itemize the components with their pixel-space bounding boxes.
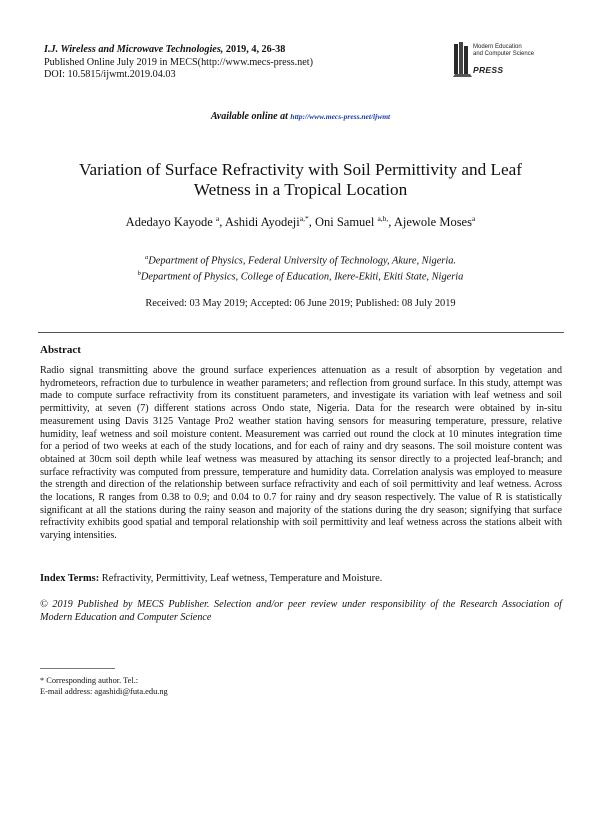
affiliation-text: Department of Physics, College of Education, Ikere-Ekiti, Ekiti State, Nigeria — [140, 271, 464, 283]
available-online — [0, 111, 601, 122]
journal-name: I.J. Wireless and Microwave Technologies, — [44, 44, 224, 55]
book-stack-icon — [452, 40, 474, 80]
author: Ajewole Moses — [393, 215, 472, 230]
author-list: Adedayo Kayode $^a$, Ashidi Ayodeji$^{a,*}$, Oni Samuel $^{a,b,}$, Ajewole Moses$^a$ — [125, 214, 476, 230]
affiliation-sup: a — [144, 254, 149, 261]
abstract-body: Radio signal transmitting above the ground surface experiences attenuation as a result of absorption by vegetation and hydrometeors, refraction due to turbulence in weather parameters; and reflection from ground surface. In this study, attempt was made to compute surface refractivity from its constituent parameters, and investigate its variation with leaf wetness and soil permittivity, at seven (7) different stations across Ondo state, Nigeria. Data for the research were obtained by in-situ measurement using Davis 3125 Vantage Pro2 weather station having sensors for measuring temperature, pressure, relative humidity, leaf wetness and soil moisture content. Measurement was carried out round the clock at 10 minutes integration time for a period of two weeks at each of the study locations, and for each of rainy and dry seasons. The soil moisture content was obtained at 30cm soil depth while leaf wetness was measured by attaching its sensor directly to a projected leaf-branch; and surface refractivity was computed from pressure, temperature and humidity data. Correlation analysis was employed to measure the strength and direction of the relationship between surface refractivity and each of soil permittivity and leaf wetness. Across the locations, R ranges from 0.38 to 0.9; and 0.04 to 0.7 for rainy and dry season respectively. The value of R is statistically significant at all the stations during the rainy season and majority of the stations during the dry season; signifying that surface refractivity exhibits good spatial and temporal relationship with soil permittivity and leaf wetness across the stations albeit with varying intensities. — [40, 365, 562, 542]
publisher-logo — [452, 36, 562, 88]
email-address: E-mail address: agashidi@futa.edu.ng — [40, 686, 168, 696]
publisher-line-2: and Computer Science — [473, 50, 535, 57]
journal-url-link[interactable]: http://www.mecs-press.net/ijwmt — [290, 112, 391, 121]
publisher-press: PRESS — [473, 65, 504, 75]
affiliation-sup: b — [137, 270, 141, 278]
author-sup: a — [471, 214, 476, 223]
affiliation-text: Department of Physics, Federal University of Technology, Akure, Nigeria. — [148, 255, 457, 267]
publisher-line-1: Modern Education — [473, 44, 522, 50]
author-sup: a,* — [299, 214, 309, 223]
journal-citation — [44, 44, 313, 57]
index-terms-text: Refractivity, Permittivity, Leaf wetness, Temperature and Moisture. — [99, 573, 383, 584]
journal-issue: 2019, 4, 26-38 — [223, 44, 286, 55]
abstract-heading: Abstract — [40, 344, 81, 356]
affiliation — [0, 267, 601, 283]
footnote-divider — [40, 668, 115, 669]
index-terms-label: Index Terms: — [40, 573, 100, 584]
author: Oni Samuel — [314, 215, 375, 230]
affiliation — [0, 251, 601, 267]
index-terms — [40, 573, 562, 584]
journal-header — [44, 44, 313, 82]
publication-dates: Received: 03 May 2019; Accepted: 06 June 2019; Published: 08 July 2019 — [145, 298, 456, 309]
affiliations — [0, 251, 601, 284]
author-sup: a — [215, 214, 220, 223]
doi: DOI: 10.5815/ijwmt.2019.04.03 — [44, 69, 176, 81]
author: Ashidi Ayodeji — [224, 215, 300, 230]
paper-title: Variation of Surface Refractivity with Soil Permittivity and Leaf Wetness in a Tropical Location — [79, 160, 522, 199]
publisher-name — [473, 44, 534, 57]
footnote — [40, 676, 168, 697]
author: Adedayo Kayode — [125, 215, 213, 230]
published-online: Published Online July 2019 in MECS(http://www.mecs-press.net) — [44, 56, 314, 68]
author-sup: a,b, — [377, 214, 389, 223]
copyright-notice: © 2019 Published by MECS Publisher. Selection and/or peer review under responsibility of the Research Association of Modern Education and Computer Science — [40, 599, 562, 623]
corresponding-author: * Corresponding author. Tel.: — [40, 676, 139, 685]
available-label: Available online at — [210, 111, 288, 122]
divider — [38, 332, 564, 333]
